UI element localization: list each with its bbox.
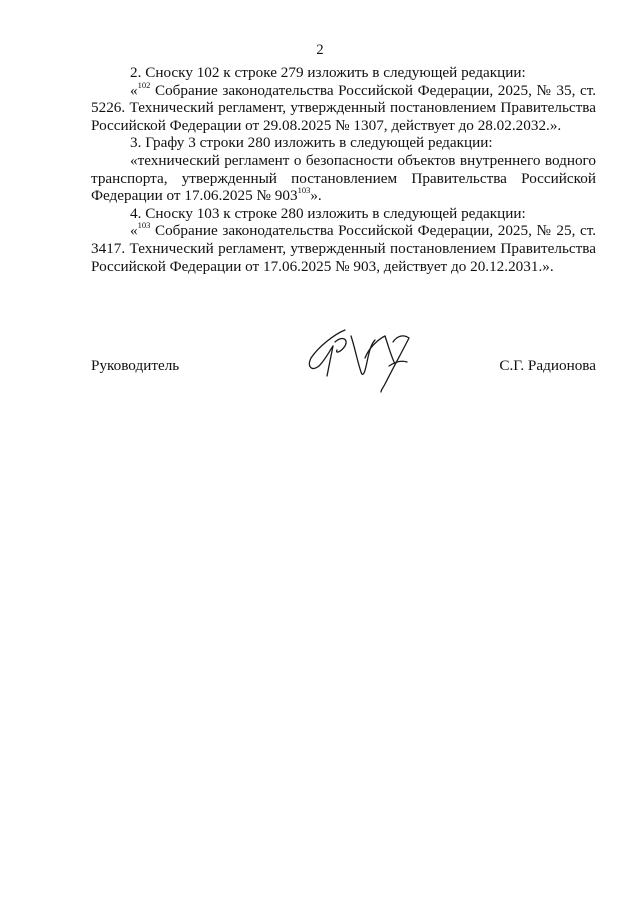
signer-role: Руководитель (91, 357, 180, 374)
footnote-103-text (91, 222, 596, 275)
paragraph-text: 4. Сноску 103 к строке 280 изложить в следующей редакции: (130, 204, 526, 222)
signature-stroke (385, 336, 395, 364)
open-quote: « (130, 81, 138, 99)
signature-stroke (389, 361, 407, 366)
paragraph-text: Собрание законодательства Российской Федерации, 2025, № 25, ст. 3417. Технический регламент, утвержденный постановлением Правительства Российской Федерации от 17.06.2025 № 903, действует до 20.12.2031.». (91, 222, 596, 275)
document-body (91, 64, 596, 275)
open-quote: « (130, 222, 138, 240)
footnote-102-text (91, 79, 596, 135)
handwritten-signature (305, 322, 420, 397)
signer-name: С.Г. Радионова (499, 357, 596, 374)
signature-stroke (335, 339, 346, 353)
signature-stroke (351, 336, 375, 374)
paragraph-text: 2. Сноску 102 к строке 279 изложить в следующей редакции: (130, 64, 526, 81)
signature-stroke (309, 330, 345, 368)
paragraph-text: «технический регламент о безопасности объектов внутреннего водного транспорта, утвержденный постановлением Правительства Российской Федерации от 17.06.2025 № 903 (91, 151, 596, 205)
paragraph-item-4 (91, 205, 596, 223)
close-quote: ». (310, 187, 322, 205)
paragraph-item-2 (91, 64, 596, 82)
column-3-text (91, 152, 596, 205)
footnote-marker: 103 (137, 220, 151, 231)
page-number: 2 (316, 42, 324, 58)
paragraph-text: Собрание законодательства Российской Федерации, 2025, № 35, ст. 5226. Технический регламент, утвержденный постановлением Правительства Российской Федерации от 29.08.2025 № 1307, действует до 28.02.2032.». (91, 81, 596, 134)
paragraph-item-3 (91, 134, 596, 152)
footnote-marker: 102 (137, 79, 151, 90)
paragraph-text: 3. Графу 3 строки 280 изложить в следующей редакции: (130, 134, 493, 152)
signature-stroke (381, 336, 409, 392)
footnote-marker: 103 (297, 185, 311, 196)
